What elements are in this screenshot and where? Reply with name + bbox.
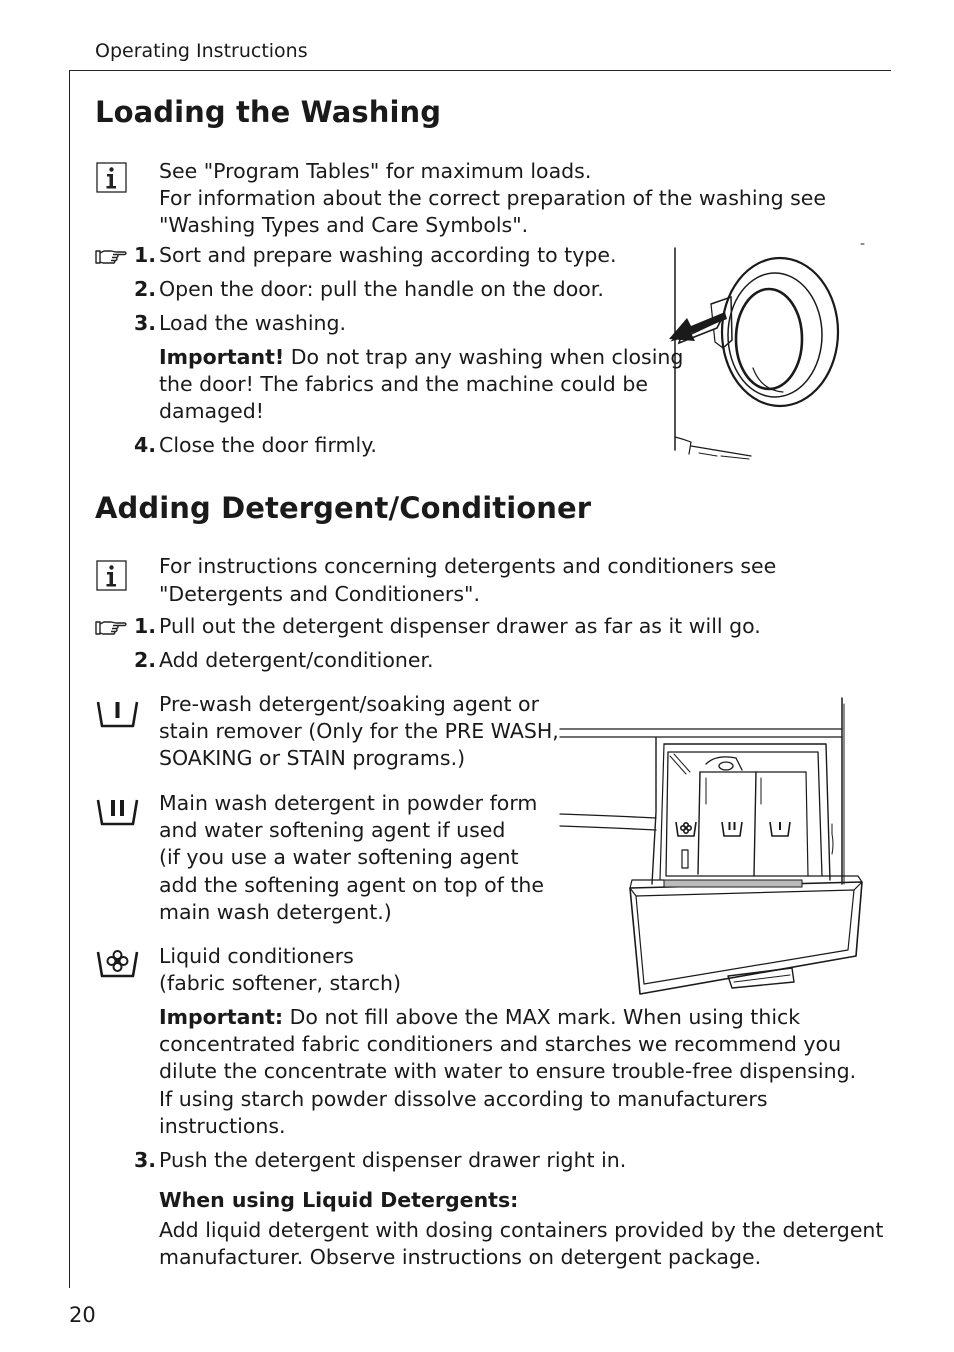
detergent-info-line: For instructions concerning detergents and conditioners see	[159, 554, 777, 578]
mainwash-text: and water softening agent if used	[159, 818, 506, 842]
liquid-detergent-heading: When using Liquid Detergents:	[159, 1188, 519, 1212]
mainwash-text: main wash detergent.)	[159, 900, 392, 924]
step-number: 2.	[134, 648, 157, 672]
detergent-info-line: "Detergents and Conditioners".	[159, 582, 480, 606]
step-text: Sort and prepare washing according to type.	[159, 243, 617, 267]
prewash-text: SOAKING or STAIN programs.)	[159, 746, 466, 770]
important-text: Do not trap any washing when closing	[284, 345, 684, 369]
step-number: 2.	[134, 277, 157, 301]
important-label: Important!	[159, 345, 285, 369]
important-text: Do not fill above the MAX mark. When using thick	[283, 1005, 801, 1029]
step-text: Push the detergent dispenser drawer right in.	[159, 1148, 627, 1172]
step-number: 3.	[134, 1148, 157, 1172]
mainwash-compartment-icon	[96, 794, 140, 828]
step-text: Load the washing.	[159, 311, 347, 335]
info-i-icon	[96, 560, 127, 591]
detergent-important-line: dilute the concentrate with water to ensure trouble-free dispensing.	[159, 1059, 857, 1083]
liquid-detergent-text: manufacturer. Observe instructions on detergent package.	[159, 1245, 762, 1269]
step-number: 4.	[134, 433, 157, 457]
conditioner-compartment-icon	[96, 946, 140, 980]
step-number: 3.	[134, 311, 157, 335]
left-margin-rule	[69, 70, 70, 1288]
detergent-important-line	[159, 1004, 800, 1031]
info-i-icon	[96, 162, 127, 193]
loading-heading: Loading the Washing	[95, 95, 442, 129]
prewash-compartment-icon	[96, 696, 140, 730]
step-number: 1.	[134, 614, 157, 638]
prewash-text: stain remover (Only for the PRE WASH,	[159, 719, 559, 743]
loading-important-line: the door! The fabrics and the machine could be	[159, 372, 648, 396]
detergent-important-line: If using starch powder dissolve according to manufacturers	[159, 1087, 768, 1111]
conditioner-text: (fabric softener, starch)	[159, 971, 402, 995]
detergent-heading: Adding Detergent/Conditioner	[95, 491, 592, 525]
prewash-text: Pre-wash detergent/soaking agent or	[159, 692, 539, 716]
step-number: 1.	[134, 243, 157, 267]
loading-info-line: See "Program Tables" for maximum loads.	[159, 159, 592, 183]
mainwash-text: (if you use a water softening agent	[159, 845, 519, 869]
door-illustration	[665, 240, 875, 462]
step-text: Pull out the detergent dispenser drawer as far as it will go.	[159, 614, 761, 638]
important-label: Important:	[159, 1005, 284, 1029]
loading-info-line: "Washing Types and Care Symbols".	[159, 213, 529, 237]
liquid-detergent-text: Add liquid detergent with dosing containers provided by the detergent	[159, 1218, 884, 1242]
loading-important-line: damaged!	[159, 399, 264, 423]
header-rule	[69, 70, 891, 71]
conditioner-text: Liquid conditioners	[159, 944, 354, 968]
detergent-important-line: instructions.	[159, 1114, 286, 1138]
page-number: 20	[69, 1303, 96, 1327]
pointing-hand-icon	[94, 617, 128, 639]
detergent-drawer-illustration	[556, 694, 868, 998]
detergent-important-line: concentrated fabric conditioners and starches we recommend you	[159, 1032, 842, 1056]
mainwash-text: Main wash detergent in powder form	[159, 791, 538, 815]
step-text: Add detergent/conditioner.	[159, 648, 434, 672]
step-text: Open the door: pull the handle on the door.	[159, 277, 604, 301]
running-header: Operating Instructions	[95, 40, 308, 62]
loading-important-line	[159, 344, 683, 371]
pointing-hand-icon	[94, 246, 128, 268]
loading-info-line: For information about the correct preparation of the washing see	[159, 186, 827, 210]
mainwash-text: add the softening agent on top of the	[159, 873, 545, 897]
step-text: Close the door firmly.	[159, 433, 377, 457]
